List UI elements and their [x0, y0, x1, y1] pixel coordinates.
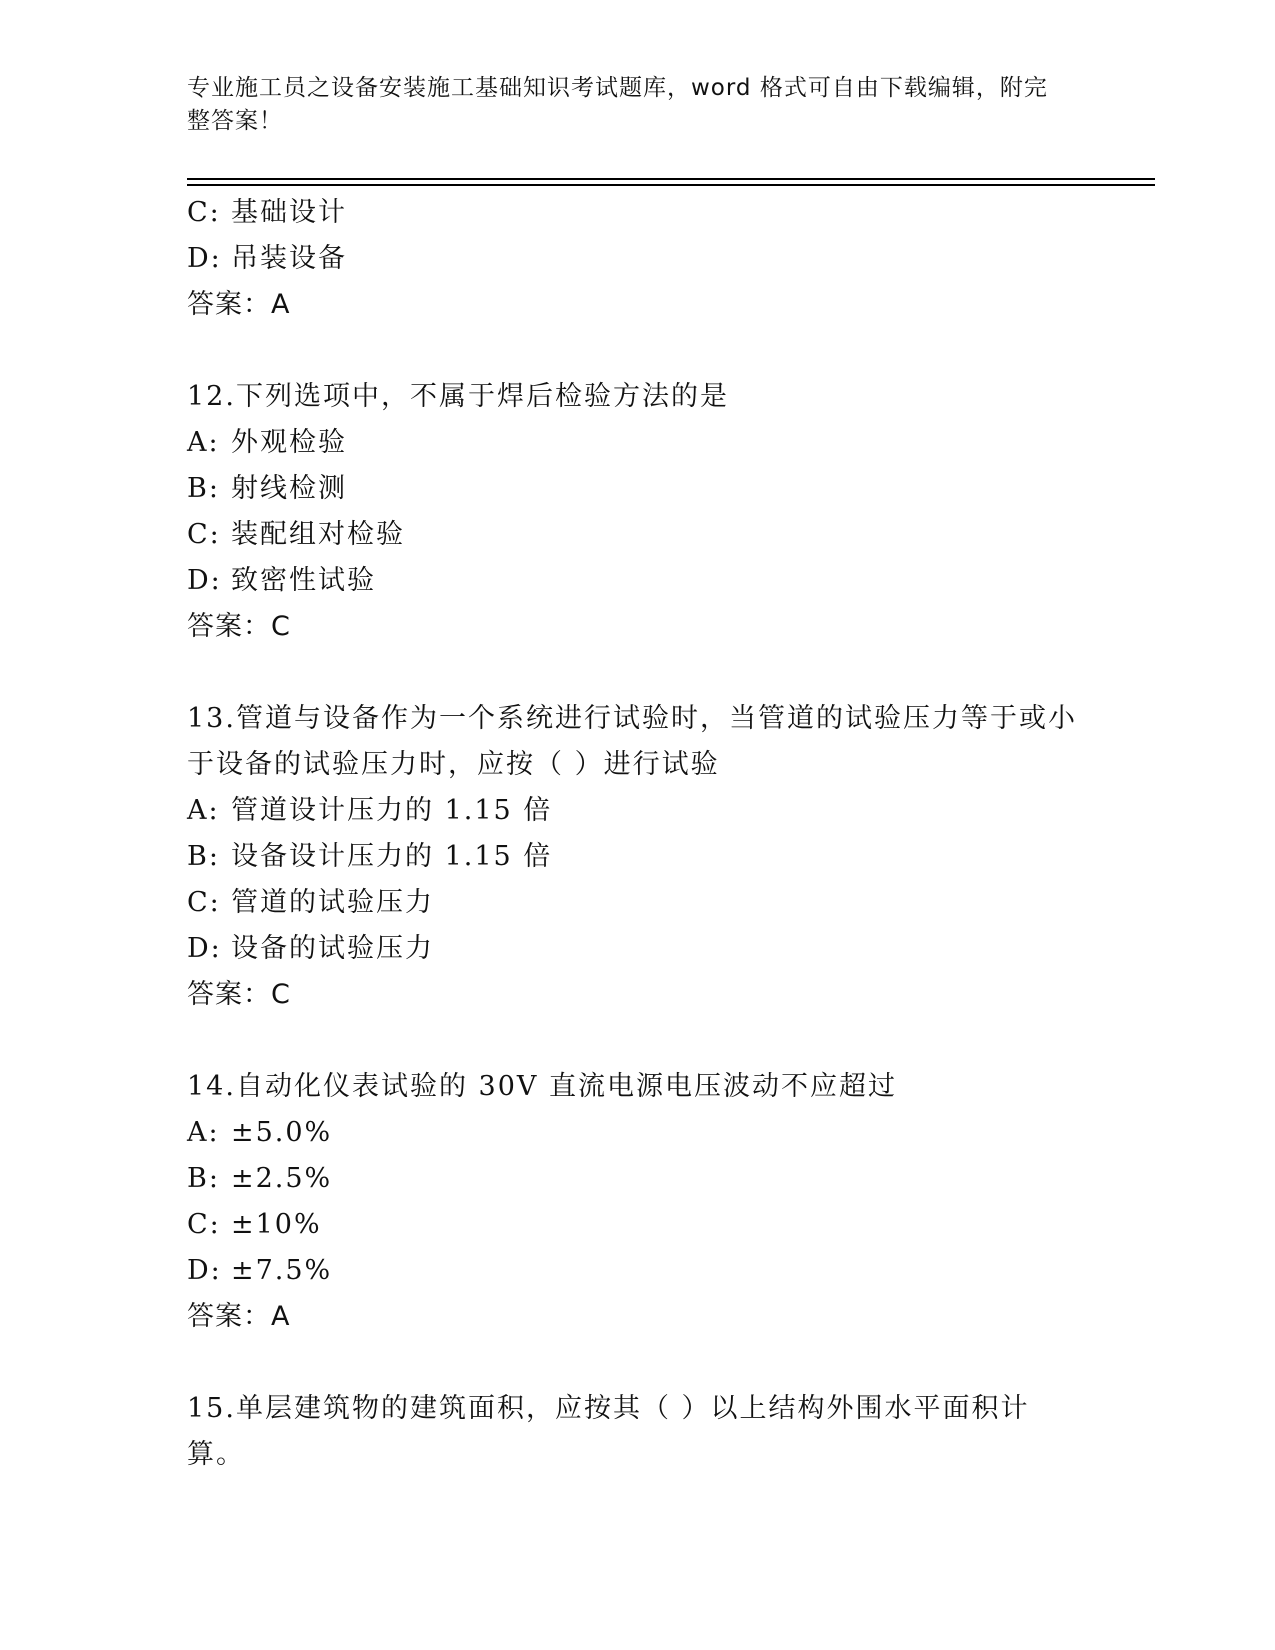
answer-line [187, 282, 1087, 328]
question-number: 13. [187, 703, 236, 734]
option-text: 致密性试验 [231, 565, 376, 596]
question-text: 下列选项中，不属于焊后检验方法的是 [235, 381, 729, 412]
question-stem [187, 1386, 1087, 1478]
option-label: C: [187, 887, 221, 918]
option-d [187, 236, 1087, 282]
option-text: 设备的试验压力 [231, 933, 434, 964]
option-label: B: [187, 1163, 220, 1194]
option-a [187, 1110, 1087, 1156]
option-d [187, 558, 1087, 604]
spacer [187, 1340, 1087, 1386]
option-label: A: [187, 427, 220, 458]
question-stem [187, 1064, 1087, 1110]
answer-label: 答案： [187, 289, 271, 320]
header-divider-top [187, 178, 1155, 180]
option-text: ±10% [231, 1209, 322, 1240]
option-text: ±2.5% [231, 1163, 333, 1194]
question-stem [187, 374, 1087, 420]
option-b [187, 466, 1087, 512]
option-c [187, 880, 1087, 926]
question-list [187, 190, 1087, 1478]
question-12 [187, 374, 1087, 650]
option-text: 管道设计压力的 1.15 倍 [231, 795, 553, 826]
option-text: 射线检测 [231, 473, 347, 504]
answer-line [187, 604, 1087, 650]
question-13 [187, 696, 1087, 1018]
question-stem [187, 696, 1087, 788]
option-text: 设备设计压力的 1.15 倍 [231, 841, 553, 872]
option-label: D: [187, 1255, 222, 1286]
option-text: 外观检验 [231, 427, 347, 458]
option-text: 管道的试验压力 [231, 887, 434, 918]
option-c [187, 512, 1087, 558]
answer-value: C [271, 979, 291, 1010]
question-15 [187, 1386, 1087, 1478]
option-a [187, 420, 1087, 466]
question-11-tail [187, 190, 1087, 328]
option-c [187, 1202, 1087, 1248]
answer-value: A [271, 289, 291, 320]
answer-label: 答案： [187, 611, 271, 642]
header-divider-bottom [187, 184, 1155, 186]
option-label: C: [187, 197, 221, 228]
document-header: 专业施工员之设备安装施工基础知识考试题库，word 格式可自由下载编辑，附完整答案！ [187, 75, 1048, 134]
question-number: 12. [187, 381, 236, 412]
answer-label: 答案： [187, 1301, 271, 1332]
option-label: C: [187, 519, 221, 550]
question-text: 单层建筑物的建筑面积，应按其（ ）以上结构外围水平面积计算。 [187, 1393, 1030, 1470]
option-text: ±7.5% [231, 1255, 333, 1286]
answer-line [187, 1294, 1087, 1340]
option-text: ±5.0% [231, 1117, 333, 1148]
answer-value: A [271, 1301, 291, 1332]
option-label: D: [187, 565, 222, 596]
option-label: A: [187, 1117, 220, 1148]
spacer [187, 650, 1087, 696]
answer-line [187, 972, 1087, 1018]
question-text: 管道与设备作为一个系统进行试验时，当管道的试验压力等于或小于设备的试验压力时，应按（ ）进行试验 [187, 703, 1077, 780]
option-text: 装配组对检验 [231, 519, 405, 550]
spacer [187, 1018, 1087, 1064]
answer-label: 答案： [187, 979, 271, 1010]
option-label: D: [187, 933, 222, 964]
question-14 [187, 1064, 1087, 1340]
option-b [187, 1156, 1087, 1202]
spacer [187, 328, 1087, 374]
option-label: D: [187, 243, 222, 274]
option-text: 基础设计 [231, 197, 347, 228]
option-label: B: [187, 841, 220, 872]
option-label: C: [187, 1209, 221, 1240]
option-a [187, 788, 1087, 834]
question-text: 自动化仪表试验的 30V 直流电源电压波动不应超过 [235, 1071, 897, 1102]
answer-value: C [271, 611, 291, 642]
option-d [187, 1248, 1087, 1294]
question-number: 14. [187, 1071, 236, 1102]
option-label: B: [187, 473, 220, 504]
option-b [187, 834, 1087, 880]
question-number: 15. [187, 1393, 236, 1424]
option-label: A: [187, 795, 220, 826]
option-text: 吊装设备 [231, 243, 347, 274]
option-d [187, 926, 1087, 972]
option-c [187, 190, 1087, 236]
